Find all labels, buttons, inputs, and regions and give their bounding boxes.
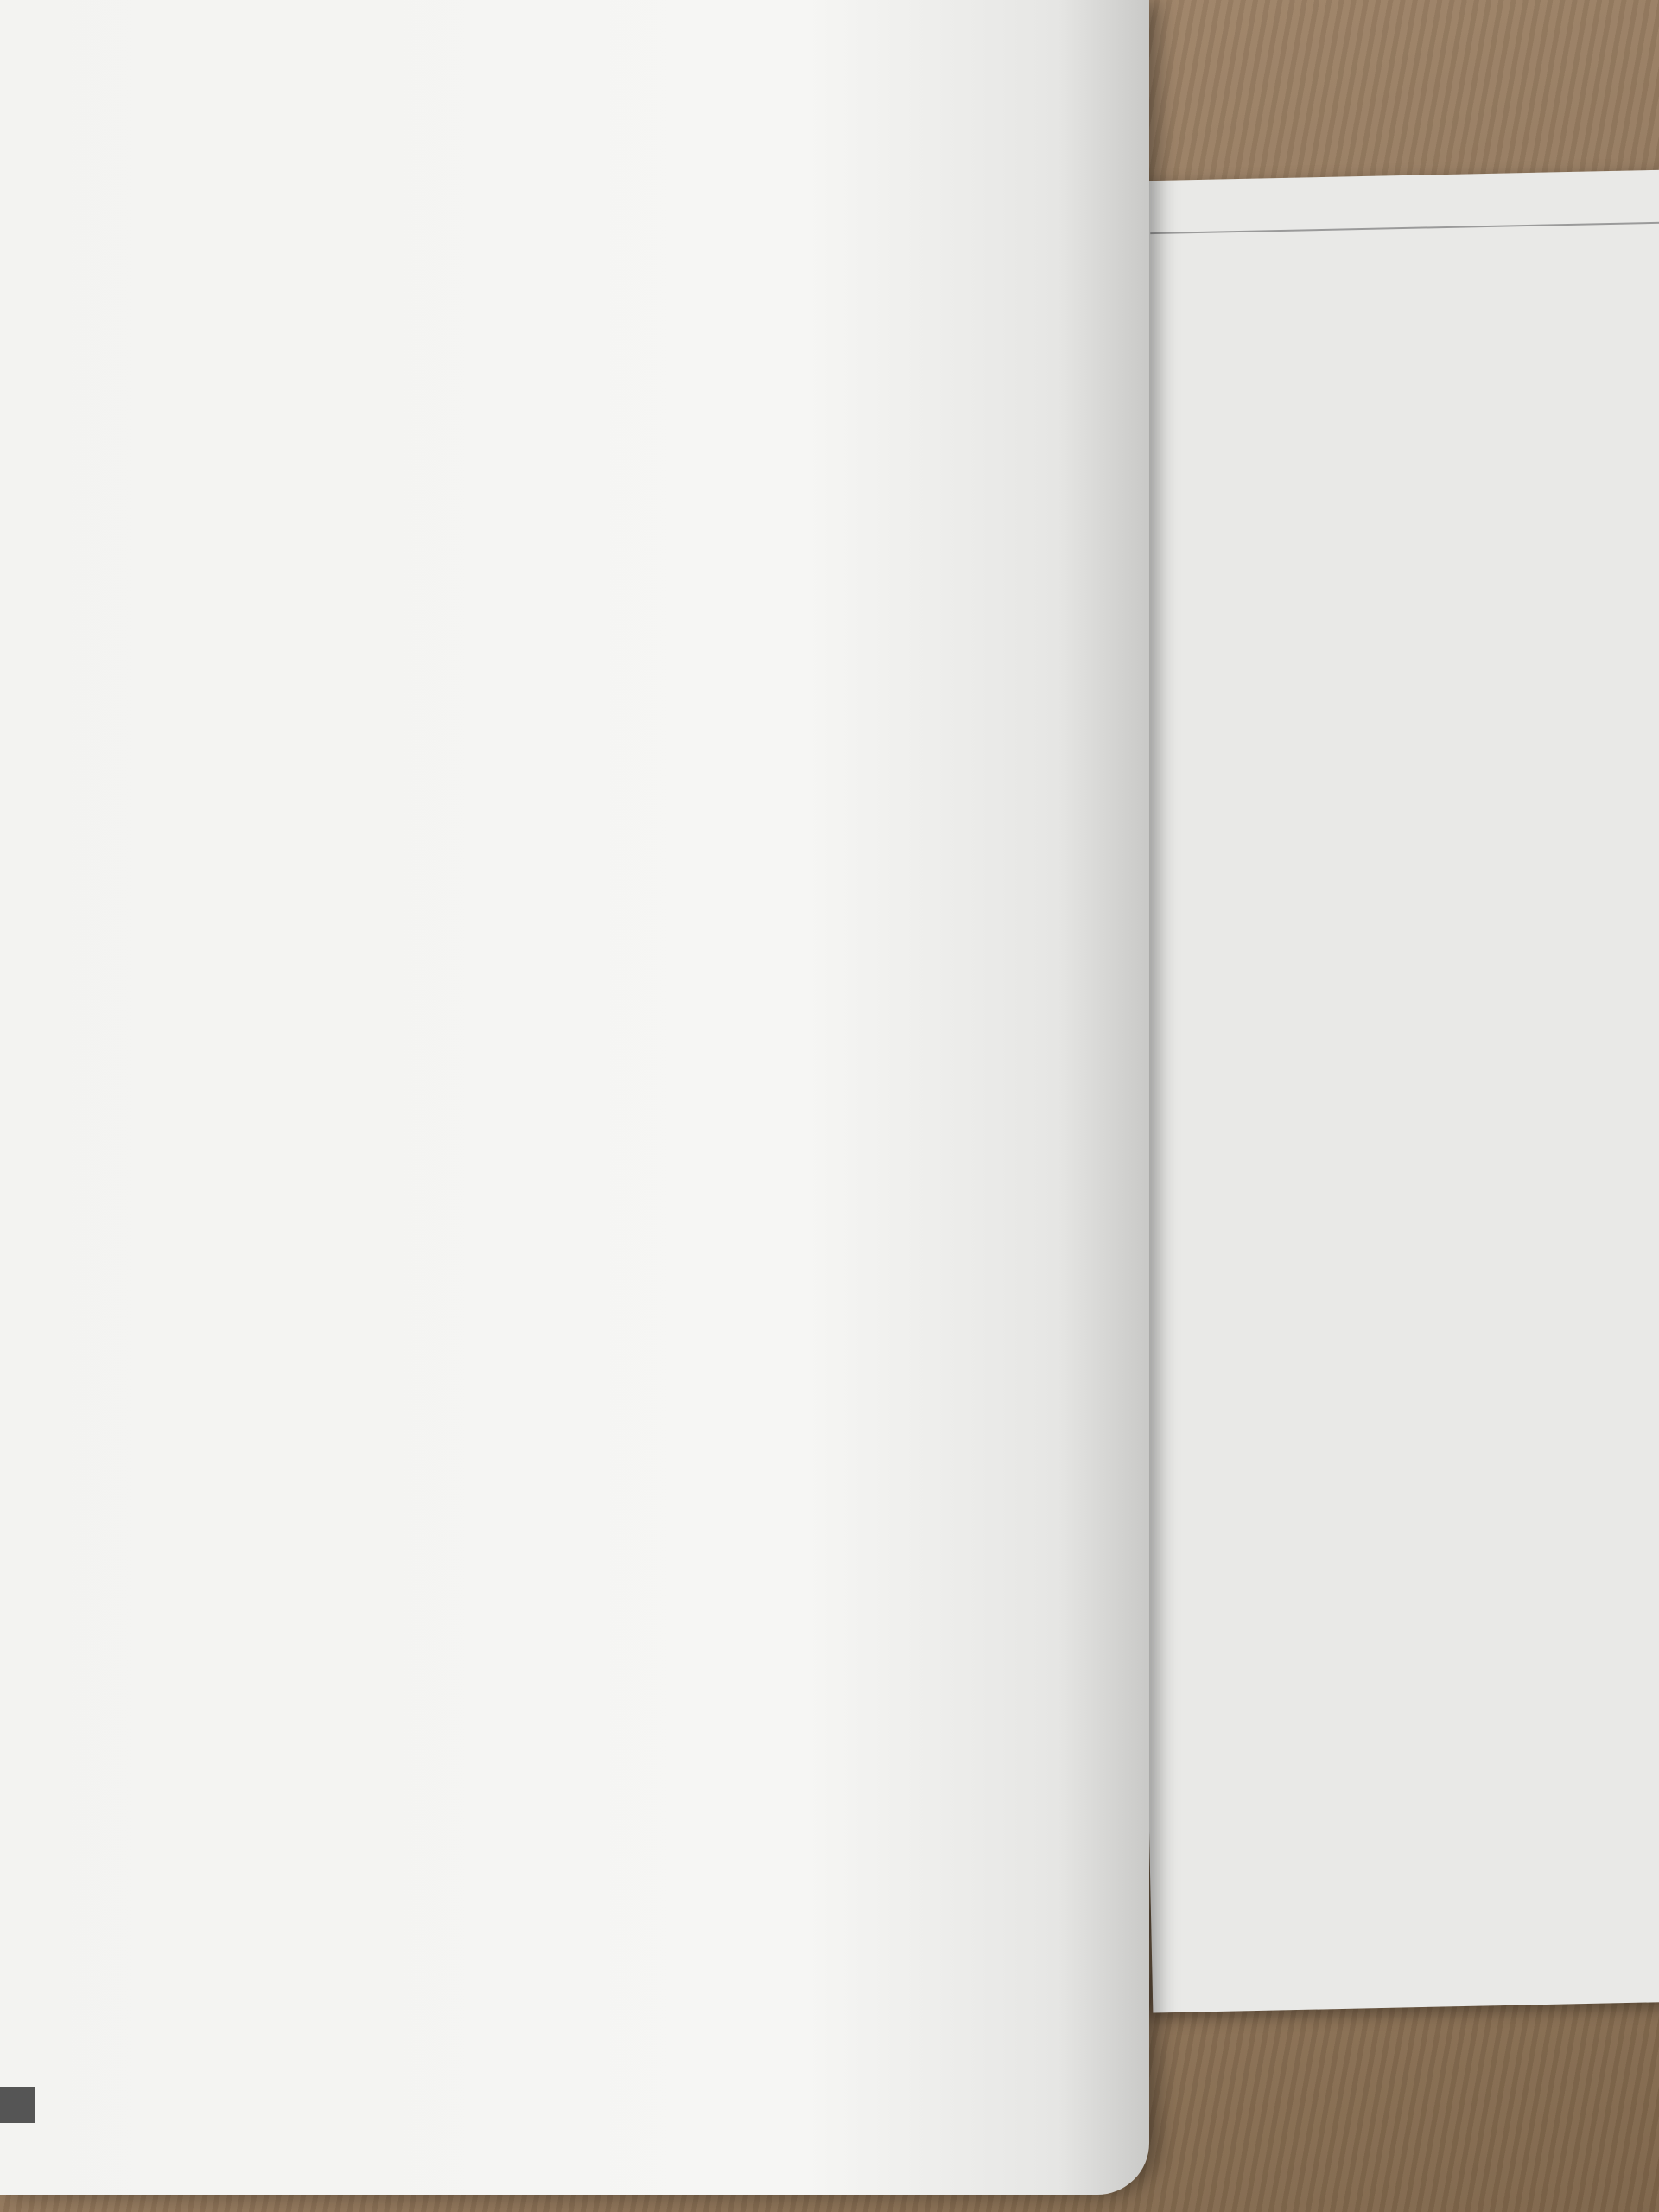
page-header-rule (1150, 219, 1659, 234)
right-book-page (1115, 168, 1659, 2012)
right-page-contents (1194, 272, 1659, 283)
page-number (0, 2087, 35, 2123)
